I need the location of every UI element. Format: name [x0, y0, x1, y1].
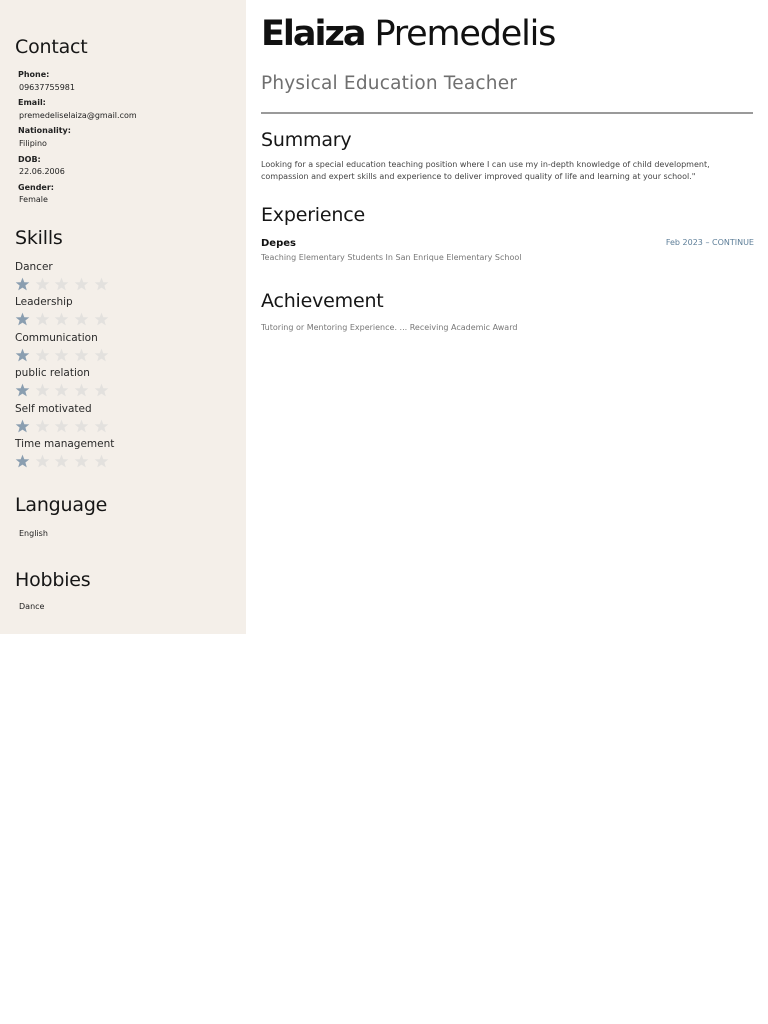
- star-empty-icon: [35, 383, 50, 397]
- star-filled-icon: [15, 277, 30, 291]
- skill-name: Communication: [15, 332, 98, 344]
- star-empty-icon: [94, 312, 109, 326]
- star-empty-icon: [74, 454, 89, 468]
- language-item: English: [19, 529, 48, 538]
- hobbies-heading: Hobbies: [15, 569, 91, 591]
- star-empty-icon: [54, 383, 69, 397]
- phone-label: Phone:: [18, 70, 50, 79]
- star-empty-icon: [54, 454, 69, 468]
- contact-heading: Contact: [15, 36, 88, 58]
- star-filled-icon: [15, 383, 30, 397]
- star-empty-icon: [54, 348, 69, 362]
- star-empty-icon: [94, 454, 109, 468]
- email-value: premedeliselaiza@gmail.com: [19, 111, 137, 120]
- star-empty-icon: [54, 277, 69, 291]
- star-filled-icon: [15, 348, 30, 362]
- phone-value: 09637755981: [19, 83, 75, 92]
- skill-rating: [15, 348, 113, 362]
- star-empty-icon: [74, 348, 89, 362]
- skill-name: public relation: [15, 367, 90, 379]
- gender-value: Female: [19, 195, 48, 204]
- star-empty-icon: [35, 277, 50, 291]
- gender-label: Gender:: [18, 183, 54, 192]
- star-empty-icon: [35, 419, 50, 433]
- star-empty-icon: [35, 348, 50, 362]
- achievement-heading: Achievement: [261, 290, 384, 312]
- nationality-label: Nationality:: [18, 126, 71, 135]
- experience-heading: Experience: [261, 204, 365, 226]
- star-empty-icon: [74, 277, 89, 291]
- skill-name: Dancer: [15, 261, 53, 273]
- full-name: [261, 14, 555, 54]
- first-name: Elaiza: [261, 14, 365, 54]
- skill-name: Self motivated: [15, 403, 92, 415]
- email-label: Email:: [18, 98, 46, 107]
- skills-heading: Skills: [15, 227, 63, 249]
- star-empty-icon: [74, 383, 89, 397]
- star-empty-icon: [54, 312, 69, 326]
- dob-label: DOB:: [18, 155, 41, 164]
- hobby-item: Dance: [19, 602, 45, 611]
- star-empty-icon: [94, 277, 109, 291]
- star-filled-icon: [15, 312, 30, 326]
- skill-name: Leadership: [15, 296, 73, 308]
- skill-rating: [15, 277, 113, 291]
- star-filled-icon: [15, 419, 30, 433]
- experience-company: Depes: [261, 238, 296, 249]
- star-filled-icon: [15, 454, 30, 468]
- star-empty-icon: [74, 419, 89, 433]
- job-title: Physical Education Teacher: [261, 73, 518, 94]
- star-empty-icon: [54, 419, 69, 433]
- summary-heading: Summary: [261, 129, 352, 151]
- achievement-text: Tutoring or Mentoring Experience. ... Receiving Academic Award: [261, 323, 518, 332]
- star-empty-icon: [35, 454, 50, 468]
- skill-rating: [15, 312, 113, 326]
- nationality-value: Filipino: [19, 139, 47, 148]
- header-divider: [261, 112, 753, 114]
- star-empty-icon: [94, 348, 109, 362]
- star-empty-icon: [35, 312, 50, 326]
- skill-rating: [15, 419, 113, 433]
- star-empty-icon: [94, 419, 109, 433]
- language-heading: Language: [15, 494, 108, 516]
- experience-date: Feb 2023 – CONTINUE: [665, 238, 754, 247]
- skill-name: Time management: [15, 438, 115, 450]
- sidebar: [0, 0, 246, 634]
- skill-rating: [15, 383, 113, 397]
- summary-text: Looking for a special education teaching position where I can use my in-depth knowledge of child development, compassion and expert skills and experience to deliver improved quality of life and learning at your school.": [261, 160, 710, 181]
- last-name: Premedelis: [374, 14, 556, 54]
- experience-description: Teaching Elementary Students In San Enrique Elementary School: [261, 253, 522, 262]
- skill-rating: [15, 454, 113, 468]
- star-empty-icon: [74, 312, 89, 326]
- dob-value: 22.06.2006: [19, 167, 65, 176]
- star-empty-icon: [94, 383, 109, 397]
